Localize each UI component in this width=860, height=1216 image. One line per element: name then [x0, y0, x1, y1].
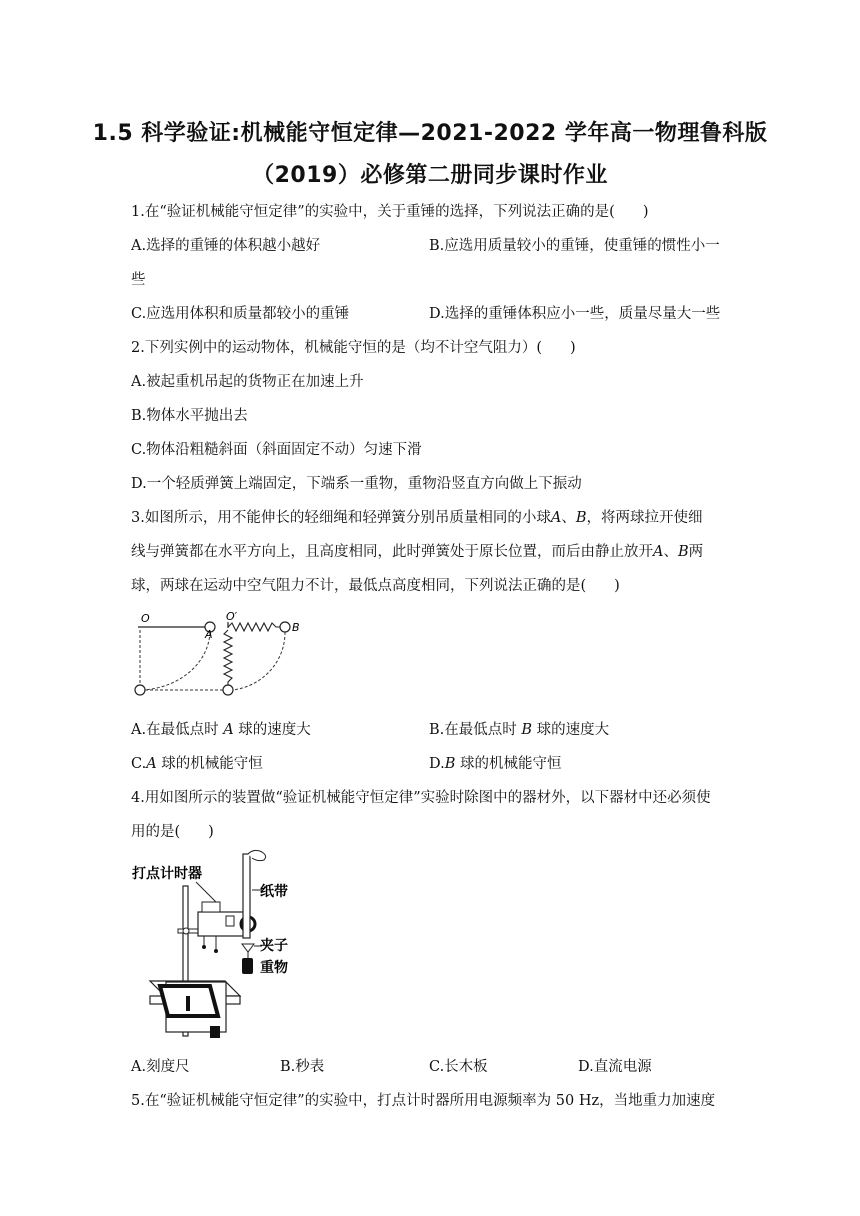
q2-option-a: A.被起重机吊起的货物正在加速上升 — [131, 374, 364, 390]
q1-option-a: A.选择的重锤的体积越小越好 — [131, 238, 321, 254]
q4-option-b: B.秒表 — [280, 1059, 325, 1075]
q3-option-c: C.A 球的机械能守恒 — [131, 756, 263, 772]
q3-option-b: B.在最低点时 B 球的速度大 — [429, 722, 610, 738]
q3-stem-line-2: 线与弹簧都在水平方向上，且高度相同，此时弹簧处于原长位置，而后由静止放开A、B两 — [131, 544, 704, 560]
q4-figure-apparatus — [130, 846, 330, 1046]
q4-option-a: A.刻度尺 — [131, 1059, 190, 1075]
q1-option-c: C.应选用体积和质量都较小的重锤 — [131, 306, 350, 322]
q4-option-d: D.直流电源 — [578, 1059, 652, 1075]
q2-option-c: C.物体沿粗糙斜面（斜面固定不动）匀速下滑 — [131, 442, 422, 458]
q4-label-timer: 打点计时器 — [132, 866, 202, 882]
q4-label-clip: 夹子 — [260, 938, 288, 954]
q3-label-o-prime: O′ — [226, 610, 238, 623]
q3-stem-line-1: 3.如图所示，用不能伸长的轻细绳和轻弹簧分别吊质量相同的小球A、B，将两球拉开使细 — [131, 510, 703, 526]
q3-option-d: D.B 球的机械能守恒 — [429, 756, 562, 772]
q4-stem-line-1: 4.用如图所示的装置做“验证机械能守恒定律”实验时除图中的器材外，以下器材中还必须使 — [131, 790, 711, 806]
q2-option-d: D.一个轻质弹簧上端固定，下端系一重物，重物沿竖直方向做上下振动 — [131, 476, 582, 492]
q1-stem: 1.在“验证机械能守恒定律”的实验中，关于重锤的选择，下列说法正确的是( ) — [131, 204, 649, 220]
q3-option-a: A.在最低点时 A 球的速度大 — [131, 722, 311, 738]
q3-label-a: A — [205, 628, 213, 641]
q2-stem: 2.下列实例中的运动物体，机械能守恒的是（均不计空气阻力）( ) — [131, 340, 576, 356]
title-line-2: （2019）必修第二册同步课时作业 — [252, 163, 608, 188]
q3-label-o: O — [141, 612, 150, 625]
q1-option-b-continued: 些 — [131, 272, 146, 288]
q3-label-b: B — [292, 621, 300, 634]
q5-stem: 5.在“验证机械能守恒定律”的实验中，打点计时器所用电源频率为 50 Hz，当地重力加速度 — [131, 1093, 716, 1109]
q4-option-c: C.长木板 — [429, 1059, 488, 1075]
q1-option-b: B.应选用质量较小的重锤，使重锤的惯性小一 — [429, 238, 720, 254]
title-line-1: 1.5 科学验证:机械能守恒定律—2021-2022 学年高一物理鲁科版 — [92, 121, 768, 146]
q4-stem-line-2: 用的是( ) — [131, 824, 214, 840]
q4-label-tape: 纸带 — [260, 884, 288, 900]
q1-option-d: D.选择的重锤体积应小一些，质量尽量大一些 — [429, 306, 721, 322]
q2-option-b: B.物体水平抛出去 — [131, 408, 248, 424]
q3-stem-line-3: 球，两球在运动中空气阻力不计，最低点高度相同，下列说法正确的是( ) — [131, 578, 620, 594]
q4-label-weight: 重物 — [260, 960, 288, 976]
q3-figure-pendulum-spring — [128, 610, 308, 702]
